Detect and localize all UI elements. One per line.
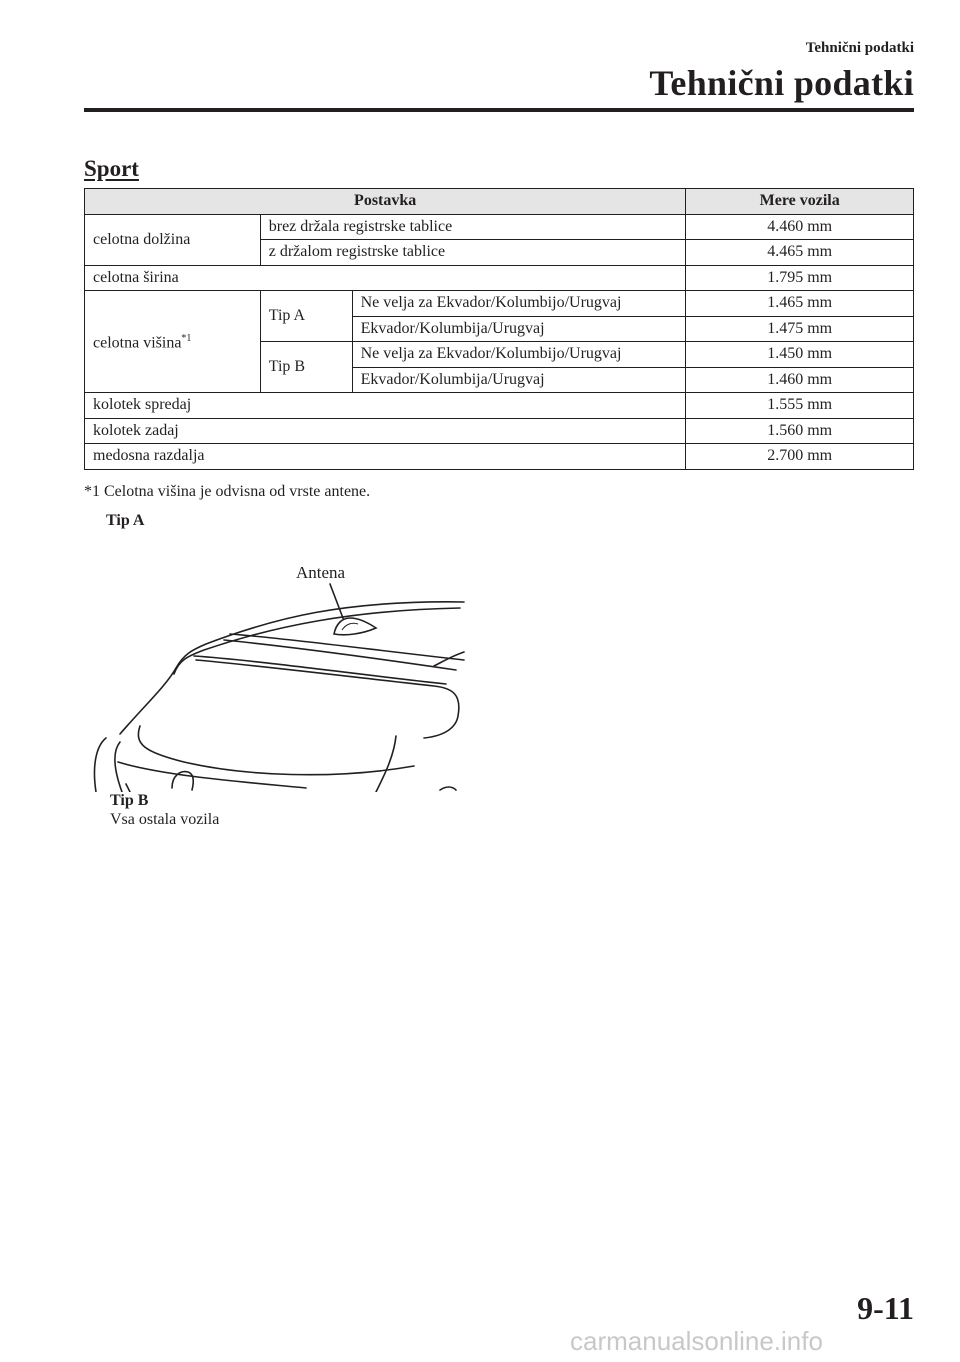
- row-label: medosna razdalja: [85, 444, 686, 470]
- row-value: 4.460 mm: [686, 214, 914, 240]
- table-row: [85, 444, 914, 470]
- row-type: Tip A: [260, 291, 352, 342]
- height-label: celotna višina: [93, 334, 182, 352]
- chapter-title: Tehnični podatki: [649, 63, 914, 103]
- figure-label-tip-a: Tip A: [106, 512, 145, 529]
- row-value: 1.555 mm: [686, 393, 914, 419]
- antenna-callout-label: Antena: [296, 563, 346, 582]
- row-value: 2.700 mm: [686, 444, 914, 470]
- figure-note-tip-b: Vsa ostala vozila: [110, 811, 220, 828]
- row-label: kolotek zadaj: [85, 418, 686, 444]
- dimensions-table: [84, 188, 914, 470]
- row-label: celotna dolžina: [85, 214, 261, 265]
- table-row: [85, 393, 914, 419]
- car-rear-antenna-illustration: [84, 556, 474, 792]
- header-value: Mere vozila: [686, 189, 914, 215]
- table-row: [85, 214, 914, 240]
- table-row: [85, 265, 914, 291]
- row-label: celotna širina: [85, 265, 686, 291]
- row-value: 1.450 mm: [686, 342, 914, 368]
- row-value: 1.475 mm: [686, 316, 914, 342]
- page-number: 9-11: [857, 1290, 914, 1326]
- section-title: Sport: [84, 156, 139, 181]
- row-sublabel: z držalom registrske tablice: [260, 240, 686, 266]
- running-header: Tehnični podatki: [805, 40, 914, 56]
- figure-label-tip-b: Tip B: [110, 792, 149, 809]
- shark-fin-antenna: [334, 618, 376, 635]
- table-header-row: [85, 189, 914, 215]
- row-value: 1.465 mm: [686, 291, 914, 317]
- row-sublabel: Ekvador/Kolumbija/Urugvaj: [352, 367, 686, 393]
- header-rule: [84, 108, 914, 112]
- row-sublabel: Ne velja za Ekvador/Kolumbijo/Urugvaj: [352, 291, 686, 317]
- watermark: carmanualsonline.info: [570, 1326, 823, 1356]
- row-sublabel: Ekvador/Kolumbija/Urugvaj: [352, 316, 686, 342]
- header-item: Postavka: [85, 189, 686, 215]
- row-label: kolotek spredaj: [85, 393, 686, 419]
- footnote-mark: *1: [181, 333, 192, 345]
- footnote: *1 Celotna višina je odvisna od vrste antene.: [84, 483, 371, 500]
- row-label: [85, 291, 261, 393]
- table-row: [85, 291, 914, 317]
- row-sublabel: Ne velja za Ekvador/Kolumbijo/Urugvaj: [352, 342, 686, 368]
- table-row: [85, 418, 914, 444]
- row-sublabel: brez držala registrske tablice: [260, 214, 686, 240]
- row-type: Tip B: [260, 342, 352, 393]
- row-value: 1.460 mm: [686, 367, 914, 393]
- row-value: 4.465 mm: [686, 240, 914, 266]
- row-value: 1.795 mm: [686, 265, 914, 291]
- row-value: 1.560 mm: [686, 418, 914, 444]
